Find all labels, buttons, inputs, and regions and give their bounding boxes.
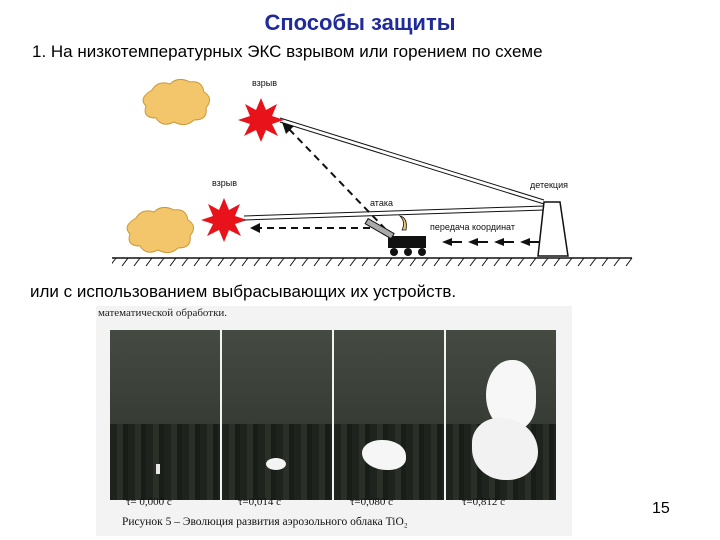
photo-panel-top-caption: математической обработки. [98, 307, 228, 319]
upper-trajectory-line [280, 118, 544, 200]
label-detection: детекция [530, 180, 568, 190]
launcher-vehicle [365, 216, 426, 256]
slide-title: Способы защиты [264, 10, 456, 35]
photo-frame-3 [334, 330, 444, 500]
upper-trajectory-line-2 [280, 122, 544, 204]
detection-tower [538, 202, 568, 256]
aerosol-cloud-small [266, 458, 286, 470]
frame-3-time: τ=0,080 с [350, 496, 394, 508]
method-line-2: или с использованием выбрасывающих их устройств. [30, 282, 457, 301]
frame-1-time: τ= 0,000 с [126, 496, 172, 508]
label-attack: атака [370, 198, 393, 208]
ground-hatching [112, 258, 632, 266]
launch-dashed-arrow [288, 128, 394, 238]
aerosol-cloud-lower [127, 207, 193, 252]
photo-frame-4 [446, 330, 556, 500]
aerosol-cloud-upper [143, 79, 209, 124]
coord-transfer-arrows [442, 238, 540, 246]
photo-frame-2 [222, 330, 332, 500]
page-number: 15 [652, 500, 670, 517]
method-line-1: 1. На низкотемпературных ЭКС взрывом или горением по схеме [32, 42, 543, 61]
figure-caption: Рисунок 5 – Эволюция развития аэрозольного облака TiO₂ [122, 516, 408, 528]
protection-scheme-diagram [112, 60, 636, 275]
label-coords: передача координат [430, 222, 515, 232]
aerosol-photo-panel [96, 306, 572, 536]
frame-2-time: τ=0,014 с [238, 496, 282, 508]
photo-frame-1 [110, 330, 220, 500]
label-explosion-top: взрыв [252, 78, 278, 88]
frame-4-time: τ=0,812 с [462, 496, 506, 508]
launch-point-marker [156, 464, 160, 474]
explosion-star-lower [201, 198, 247, 242]
label-explosion-bottom: взрыв [212, 178, 238, 188]
attack-arrowhead [250, 223, 260, 233]
explosion-star-upper [238, 98, 284, 142]
